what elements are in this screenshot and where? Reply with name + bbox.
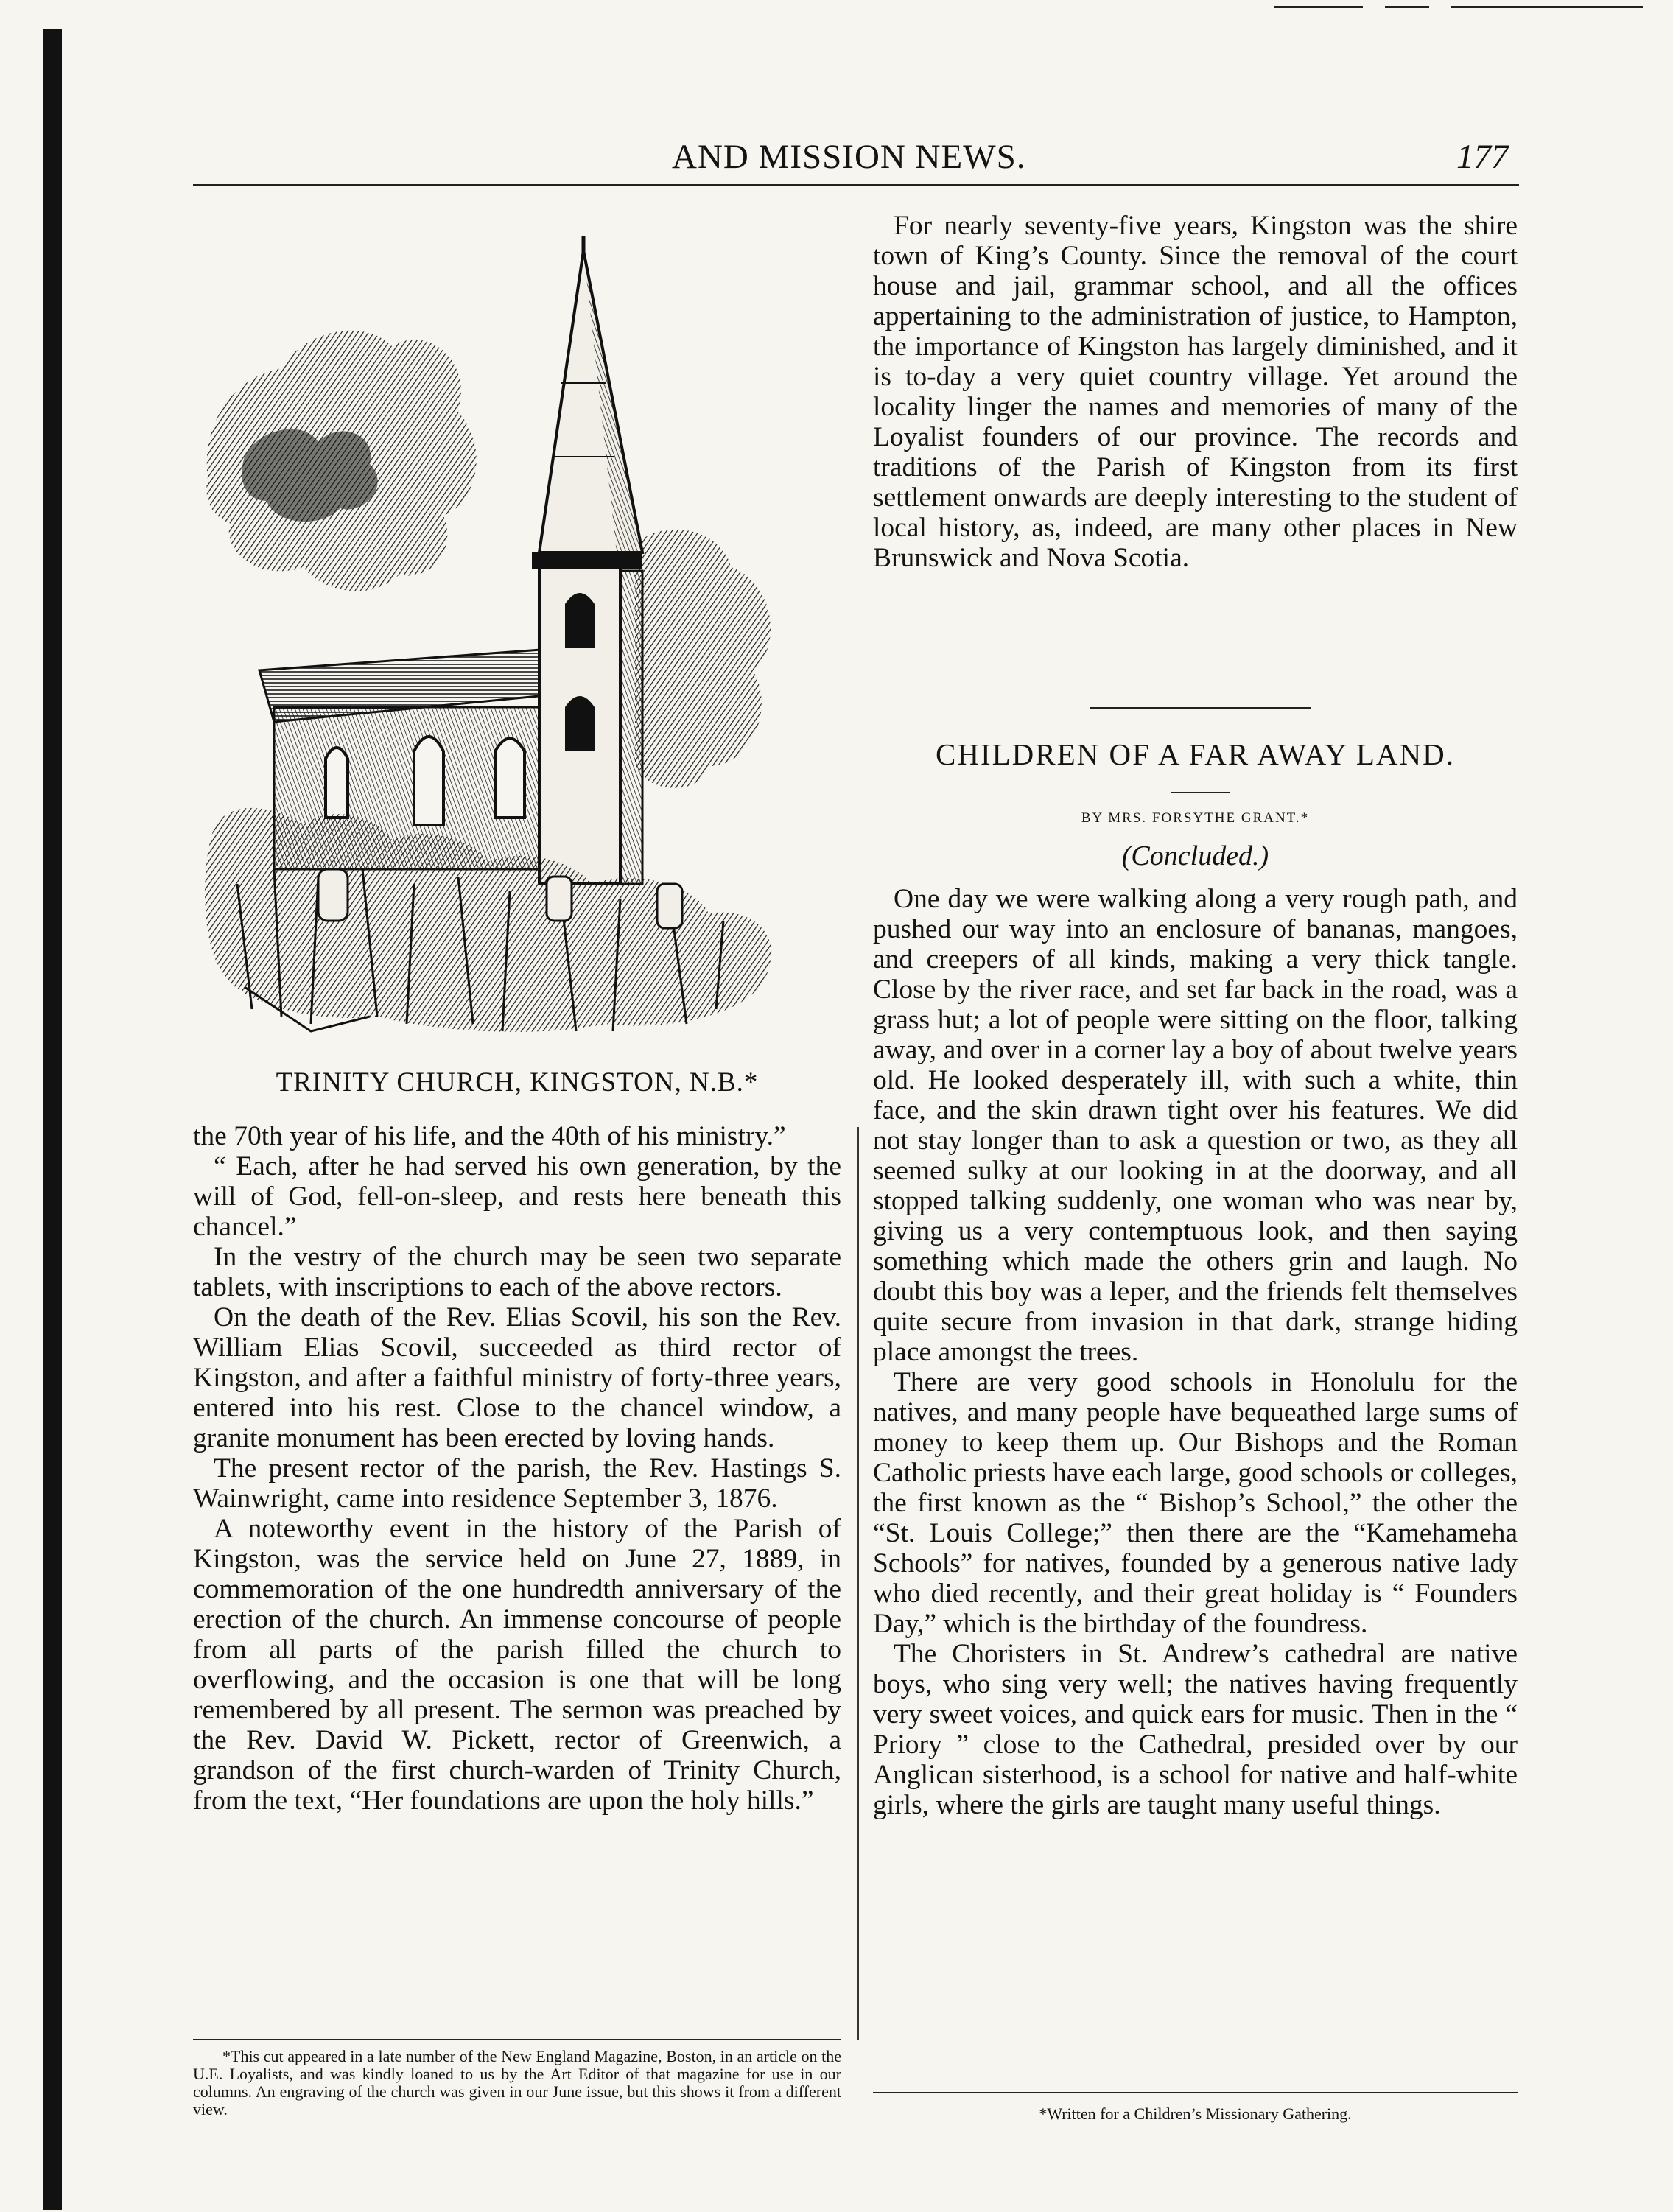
right-column-top — [873, 211, 1518, 573]
left-column — [193, 1121, 841, 1816]
church-engraving — [193, 236, 841, 1068]
paragraph: the 70th year of his life, and the 40th of his ministry.” — [193, 1121, 786, 1151]
paragraph: In the vestry of the church may be seen two separate tablets, with inscriptions to each of the above rectors. — [193, 1242, 841, 1302]
running-header — [193, 131, 1519, 187]
footnote-rule — [193, 2039, 841, 2040]
paragraph: One day we were walking along a very rough path, and pushed our way into an enclosure of bananas, mangoes, and creepers of all kinds, making a very thick tangle. Close by the river race, and set far back in the road, was a grass hut; a lot of people were sitting on the floor, talking away, and over in a corner lay a boy of about twelve years old. He looked desperately ill, with such a white, thin face, and the skin drawn tight over his features. We did not stay longer than to ask a question or two, as they all seemed sulky at our looking in at the doorway, and all stopped talking suddenly, one woman who was near by, giving us a very contemptuous look, and then saying something which made the others grin and laugh. No doubt this boy was a leper, and the friends felt themselves quite secure from invasion in that dark, strange hiding place amongst the trees. — [873, 884, 1518, 1367]
page-binding-edge — [43, 29, 62, 2210]
footnote: *Written for a Children’s Missionary Gathering. — [1039, 2104, 1352, 2123]
paragraph: There are very good schools in Honolulu for the natives, and many people have bequeathed large sums of money to keep them up. Our Bishops and the Roman Catholic priests have each large, good schools or colleges, the first known as the “ Bishop’s School,” the other the “St. Louis College;” then there are the “Kamehameha Schools” for natives, founded by a generous native lady who died recently, and their great holiday is “ Founders Day,” which is the birthday of the foundress. — [873, 1367, 1518, 1639]
header-rule — [193, 184, 1519, 186]
title-rule — [1171, 792, 1230, 793]
byline: BY MRS. FORSYTHE GRANT.* — [1081, 810, 1310, 826]
figure-caption: TRINITY CHURCH, KINGSTON, N.B.* — [276, 1067, 759, 1098]
paragraph: For nearly seventy-five years, Kingston was the shire town of King’s County. Since the removal of the court house and jail, grammar school, and all the offices appertaining to the administration of justice, to Hampton, the importance of Kingston has largely diminished, and it is to-day a very quiet country village. Yet around the locality linger the names and memories of many of the Loyalist founders of our province. The records and traditions of the Parish of Kingston from its first settlement onwards are deeply interesting to the student of local history, as, indeed, are many other places in New Brunswick and Nova Scotia. — [873, 211, 1518, 573]
paragraph: On the death of the Rev. Elias Scovil, his son the Rev. William Elias Scovil, succeeded as third rector of Kingston, and after a faithful ministry of forty-three years, entered into his rest. Close to the chancel window, a granite monument has been erected by loving hands. — [193, 1302, 841, 1453]
paragraph: The present rector of the parish, the Rev. Hastings S. Wainwright, came into residence September 3, 1876. — [193, 1453, 841, 1514]
page-number: 177 — [1456, 138, 1509, 176]
article-subtitle: (Concluded.) — [1121, 840, 1269, 871]
section-divider — [1090, 707, 1311, 709]
paragraph: The Choristers in St. Andrew’s cathedral are native boys, who sing very well; the natives having frequently very sweet voices, and quick ears for music. Then in the “ Priory ” close to the Cathedral, presided over by our Anglican sisterhood, is a school for native and half-white girls, where the girls are taught many useful things. — [873, 1639, 1518, 1820]
paragraph: A noteworthy event in the history of the Parish of Kingston, was the service held on June 27, 1889, in commemoration of the one hundredth anniversary of the erection of the church. An immense concourse of people from all parts of the parish filled the church to overflowing, and the occasion is one that will be long remembered by all present. The sermon was preached by the Rev. David W. Pickett, rector of Greenwich, a grandson of the first church-warden of Trinity Church, from the text, “Her foundations are upon the holy hills.” — [193, 1514, 841, 1816]
footnote-rule — [873, 2092, 1518, 2093]
column-divider — [857, 1127, 859, 2040]
right-column-article — [873, 884, 1518, 1820]
running-title: AND MISSION NEWS. — [672, 138, 1026, 176]
footnote: *This cut appeared in a late number of the New England Magazine, Boston, in an article on the U.E. Loyalists, and was kindly loaned to us by the Art Editor of that magazine for use in our columns. An engraving of the church was given in our June issue, but this shows it from a different view. — [193, 2047, 841, 2118]
article-title: CHILDREN OF A FAR AWAY LAND. — [936, 737, 1455, 771]
scan-mark — [1216, 6, 1658, 10]
paragraph: “ Each, after he had served his own generation, by the will of God, fell-on-sleep, and rests here beneath this chancel.” — [193, 1151, 841, 1242]
church-illustration — [193, 236, 841, 1083]
